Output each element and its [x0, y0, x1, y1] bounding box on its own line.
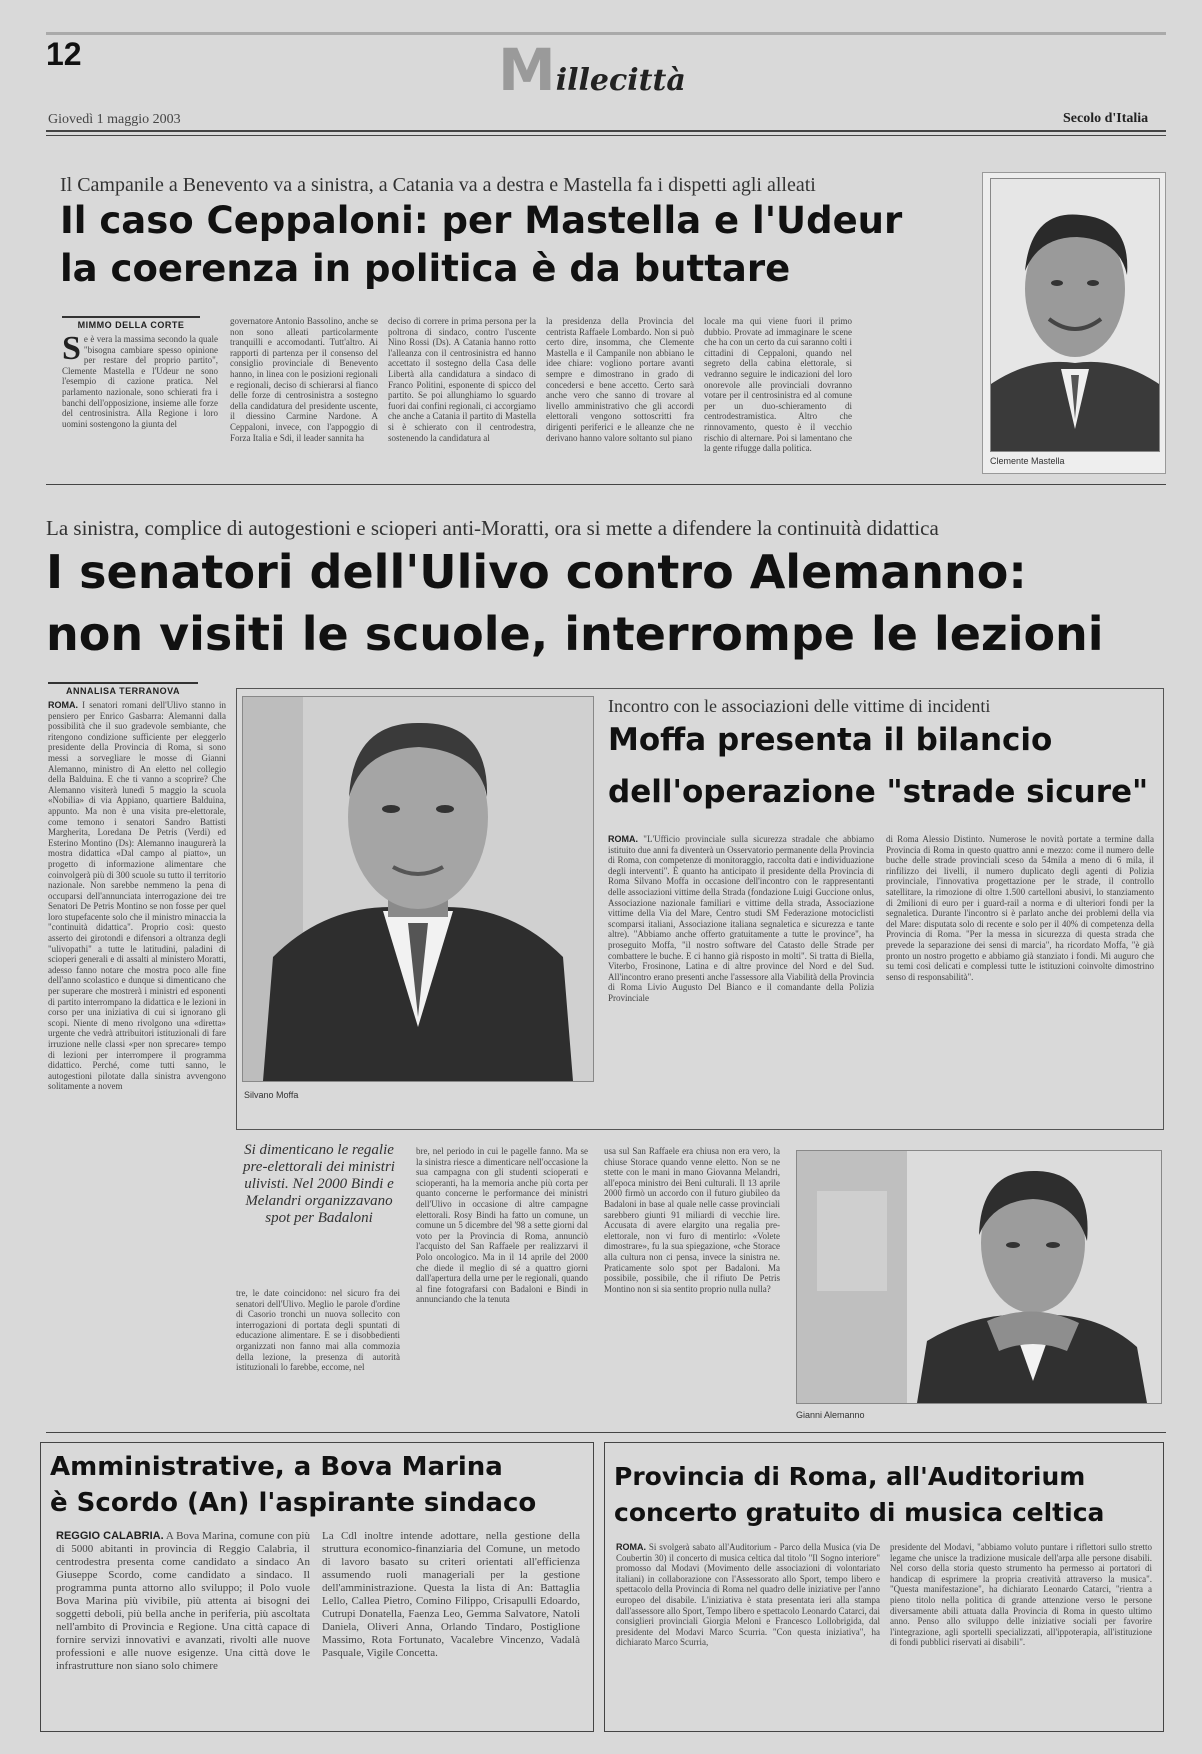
article3-lead: REGGIO CALABRIA.: [56, 1530, 164, 1542]
article2-byline: ANNALISA TERRANOVA: [48, 682, 198, 696]
article2-mid-col-c: usa sul San Raffaele era chiusa non era vero, la chiuse Storace quando venne eletto. Non se ne stette con le mani in mano Giovanna Melandri, all'epoca ministro dei Beni culturali. Il 13 aprile 2000 firmò un accordo con il futuro giubileo da Badaloni in base al quale nelle casse provinciali sarebbero giunti 91 miliardi di vecchie lire. Accusata di avere elargito una regalia pre-elettorale, non vi furo di mentirlo: «Volete dimostrare», fu la sua spiegazione, «che Storace alla cultura non ci pensa, invece la sinistra ne. Praticamente solo spot per Badaloni. Ma possibile, possibile, che il rifiuto De Petris Montino non si sia sentito proprio nulla nulla?: [604, 1146, 780, 1294]
article1-bottom-rule: [46, 484, 1166, 485]
article1-headline-1: Il caso Ceppaloni: per Mastella e l'Udeur: [60, 199, 903, 242]
masthead-rule: [46, 130, 1166, 132]
article2-mid-col-a: tre, le date coincidono: nel sicuro fra dei senatori dell'Ulivo. Meglio le parole d'ordine di Casorio tronchi un nuova sollecito con interrogazioni di portata degli spuntati di educazione alimentare. E se i disobbedienti organizzati non fanno mai alla commozia della lezione, la presenza di autorità istituzionali lo farebbe, eccome, nel: [236, 1288, 400, 1373]
article1-col1: [62, 334, 218, 474]
moffa-kicker: Incontro con le associazioni delle vittime di incidenti: [608, 696, 991, 716]
article2-col1: [48, 700, 226, 1414]
masthead-rule-top: [46, 32, 1166, 35]
article1-col2: governatore Antonio Bassolino, anche se non sono alleati particolarmente tranquilli e accomodanti. Tutt'altro. Ai rapporti di partenza per il consenso del consiglio provinciale di Benevento hanno, in linea con le posizioni regionali e regionali, deciso di schierarsi al fianco delle forze di centrosinistra a sostegno della candidatura del presidente uscente, il diessino Carmine Nardone. A Ceppaloni, invece, con l'appoggio di Forza Italia e Sdi, il leader sannita ha: [230, 316, 378, 443]
newspaper-name: Secolo d'Italia: [1063, 111, 1149, 126]
section-name: illecittà: [555, 63, 686, 98]
moffa-headline-1: Moffa presenta il bilancio: [608, 722, 1053, 758]
article3-col2: La Cdl inoltre intende adottare, nella gestione della struttura economico-finanziaria del Comune, un metodo di lavoro basato su criteri orientati all'efficienza assumendo ruoli manageriali per la gestione dell'amministrazione. Questa la lista di An: Battaglia Lello, Callea Pietro, Comino Filippo, Crisapulli Edoardo, Cutrupi Donatella, Faenza Leo, Gemma Salvatore, Natoli Daniela, Oliveri Anna, Orlando Tindaro, Postiglione Massimo, Rota Fortunato, Vacalebre Vincenzo, Vadalà Pasquale, Vigile Concetta.: [322, 1530, 580, 1659]
moffa-portrait-icon: [243, 697, 593, 1081]
mastella-photo: [990, 178, 1160, 452]
issue-date: Giovedì 1 maggio 2003: [48, 112, 181, 127]
moffa-photo: [242, 696, 594, 1082]
alemanno-photo: [796, 1150, 1162, 1404]
article4-headline-2: concerto gratuito di musica celtica: [614, 1498, 1105, 1527]
article2-kicker: La sinistra, complice di autogestioni e scioperi anti-Moratti, ora si mette a difendere la continuità didattica: [46, 516, 939, 540]
page-number: 12: [46, 36, 82, 72]
article4-headline-1: Provincia di Roma, all'Auditorium: [614, 1462, 1086, 1491]
article1-dropcap: S: [62, 334, 81, 367]
article1-col5: locale ma qui viene fuori il primo dubbio. Provate ad immaginare le scene che ha con un certo da cui saranno colti i cittadini di Ceppaloni, quando nel segreto della cabina elettorale, si vedranno seguire le indicazioni del loro onorevole alle provinciali dovranno votare per il centrosinistra ed al comune per un duo-schieramento di centrodestramistica. Altro che rinnovamento, questo è il vecchio rischio di alternare. Poi si lamentano che la gente rifugge dalla politica.: [704, 316, 852, 454]
article1-col4: la presidenza della Provincia del centrista Raffaele Lombardo. Non si può certo dire, insomma, che Clemente Mastella e il Campanile non abbiano le idee chiare: vogliono portare avanti sempre e dimostrano in grado di concedersi e bene accetto. Certo sarà anche vero che sanno di trovare al livello amministrativo che gli accordi elettorali vengono sottoscritti fra dirigenti periferici e le alleanze che ne derivano hanno valore soltanto sul piano: [546, 316, 694, 443]
alemanno-caption: Gianni Alemanno: [796, 1410, 865, 1420]
alemanno-portrait-icon: [797, 1151, 1161, 1403]
article2-col1-lead: ROMA.: [48, 700, 78, 710]
article1-kicker: Il Campanile a Benevento va a sinistra, a Catania va a destra e Mastella fa i dispetti agli alleati: [60, 174, 816, 196]
article1-byline: MIMMO DELLA CORTE: [62, 316, 200, 330]
moffa-headline-2: dell'operazione "strade sicure": [608, 774, 1149, 810]
article1-col1-text: e è vera la massima secondo la quale "bisogna cambiare spesso opinione per restare del proprio partito", Clemente Mastella e l'Udeur ne sono l'esempio di cazione pratica. Nel parlamento nazionale, sono schierati fra i banchi dell'opposizione, insieme alle forze del centrosinistra. Alla Regione i loro uomini sostengono la giunta del: [62, 334, 218, 429]
article2-quote: Si dimenticano le regalie pre-elettorali dei ministri ulivisti. Nel 2000 Bindi e Melandri organizzavano spot per Badaloni: [243, 1142, 395, 1226]
article2-headline-1: I senatori dell'Ulivo contro Alemanno:: [46, 545, 1027, 599]
article3-headline-2: è Scordo (An) l'aspirante sindaco: [50, 1488, 537, 1518]
article3-col1: [56, 1530, 310, 1722]
masthead-rule-thin: [46, 135, 1166, 136]
logo-letter: M: [498, 36, 556, 104]
article2-headline-2: non visiti le scuole, interrompe le lezioni: [46, 607, 1104, 661]
mastella-caption: Clemente Mastella: [990, 456, 1065, 466]
article1-headline-2: la coerenza in politica è da buttare: [60, 247, 791, 290]
article3-headline-1: Amministrative, a Bova Marina: [50, 1452, 503, 1482]
moffa-caption: Silvano Moffa: [244, 1090, 299, 1100]
article4-col1-text: Si svolgerà sabato all'Auditorium - Parco della Musica (via De Coubertin 30) il concerto di musica celtica dal titolo "Il Sogno interiore" promosso dal Modavi (Movimento delle associazioni di volontariato italiani) in collaborazione con l'Assessorato allo Sport, tempo libero e spettacolo della Provincia di Roma nel quadro delle iniziative per l'anno europeo del disabile. L'iniziativa è stata presentata ieri alla stampa dall'assessore allo Sport, Tempo libero e spettacolo Leonardo Catarci, dai consiglieri provinciali Giorgia Meloni e Francesco Lollobrigida, dal presidente del Modavi Marco Scurria. "Con questa iniziativa", ha dichiarato Marco Scurria,: [616, 1542, 880, 1648]
article1-col3: deciso di correre in prima persona per la poltrona di sindaco, contro l'uscente Nino Rossi (Ds). A Catania hanno rotto l'alleanza con il centrosinistra ed hanno accettato il sostegno della Casa delle Libertà alla candidatura a sindaco di Franco Politini, esponente di spicco del partito. Se poi allunghiamo lo sguardo fuori dai confini regionali, ci accorgiamo che anche a Catania il partito di Mastella si è schierato con il centrodestra, sostenendo la candidatura al: [388, 316, 536, 443]
article4-col1: [616, 1542, 880, 1722]
moffa-col2: di Roma Alessio Distinto. Numerose le novità portate a termine dalla Provincia di Roma in questo quattro anni e mezzo: come il numero delle buche delle strade provinciali sceso da 54mila a meno di 6 mila, il rinfilizzo dei livelli, il numero duplicato degli agenti di Polizia provinciale, l'innovativa progettazione per le strade, il controllo satellitare, la rimozione di oltre 1.500 cartelloni abusivi, lo stanziamento di 2milioni di euro per i guard-rail a norma e di ulteriori fondi per la segnaletica. Durante l'incontro si è parlato anche dei problemi della via del Mare: disputata solo di recente e solo per il 40% di competenza della Provincia di Roma. "Per la messa in sicurezza di questa strada che prevede la separazione dei sensi di marcia", ha ricordato Moffa, "è già pronto un nostro progetto e abbiamo già stanziato i fondi. Mi auguro che su temi così delicati e complessi tutte le istituzioni coinvolte dimostrino senso di responsabilità".: [886, 834, 1154, 982]
article2-mid-col-b: bre, nel periodo in cui le pagelle fanno. Ma se la sinistra riesce a dimenticare nell'occasione la sua campagna con gli studenti scioperati e scioperanti, ha la memoria anche più corta per quanto concerne le performance dei ministri dell'Ulivo in occasione di altre campagne elettorali. Rosy Bindi ha fatto un comune, un comune un 5 dicembre del '98 a sette giorni dal voto per la Provincia di Roma, annunciò l'acquisto del San Raffaele per realizzarvi il Polo oncologico. Ma in il 14 aprile del 2000 che diede il meglio di sé a quattro giorni dall'apertura della urne per le regionali, quando al fine fotografarsi con Badaloni e Bindi in annunciando che la tenuta: [416, 1146, 588, 1305]
moffa-col1: [608, 834, 874, 1118]
article2-col1-text: I senatori romani dell'Ulivo stanno in pensiero per Enrico Gasbarra: Alemanni dalla possibilità che il suo gradevole sembiante, che ritengono condizione sufficiente per eleggerlo presidente della Provincia di Roma, si sono messi a sorvegliare le mosse di Gianni Alemanno, ministro di An eletto nel collegio della Balduina. E che ti vanno a scoprire? Che Alemanno visiterà lunedì 5 maggio la scuola «Nobilia» di via Appiano, quartiere Balduina, appunto. Ma non è una visita pre-elettorale, come temono i senatori Sandro Battisti Margherita, Loredana De Petris (Verdi) ed Esterino Montino (Ds): Alemanno inaugurerà la mostra didattica «Dal campo al piatto», un progetto di informazione alimentare che coinvolgerà più di 300 scuole su tutto il territorio nazionale. Non sarebbe nemmeno la pena di occuparsi dell'annunciata interrogazione dei tre Senatori De Petris Montino se non fosse per quel loro stupefacente solo che il ministro minaccia la "continuità didattica". Proprio così: questo asserto dei girotondi e difensori a oltranza degli "ulivopathi" a tutte le latitudini, paladini di scioperi generali e di assalti al ministero Moratti, adesso fanno notare che mostra poco alle fine dell'anno scolastico e dunque si dimenticano che per superare che mostrerà i ministri ed esponenti di partito interrompano la didattica e le lezioni in corso per una iniziativa di cui si ignorano gli scopi. Niente di meno rivolgono una «diretta» urgente che vedrà attribuitori istituzionali di fare irruzione nelle classi «per non sprecare» tempo di lezioni per interrompere il programma didattico. Perché, come tutti sanno, le autogestioni pilotate dalla sinistra avvengono solitamente a novem: [48, 700, 226, 1092]
moffa-col1-text: "L'Ufficio provinciale sulla sicurezza stradale che abbiamo istituito due anni fa diventerà un Osservatorio permanente della Provincia di Roma, con competenze di monitoraggio, raccolta dati e individuazione degli interventi". È quanto ha anticipato il presidente della Provincia di Roma Silvano Moffa in occasione dell'incontro con le rappresentanti delle associazioni vittime della Strada (fondazione Luigi Guccione onlus, Associazione nazionale familiari e vittime della strada, Associazione vittime della Via del Mare, Centro studi SM Federazione motociclisti scomparsi italiani, Associazione italiana segnaletica e sicurezza e tante altre). "Abbiamo anche offerto gratuitamente a tutte le province", ha proseguito Moffa, "il nostro software del Catasto delle Strade per combattere le buche. E ci hanno già risposto in molti". Si tratta di Biella, Viterbo, Frosinone, Latina e di altre province del Nord e del Sud. All'incontro erano presenti anche l'assessore alla Viabilità della Provincia di Roma Livio Augusto Del Bianco e il comandante della Polizia Provinciale: [608, 834, 874, 1003]
article4-lead: ROMA.: [616, 1542, 646, 1552]
mastella-portrait-icon: [991, 179, 1159, 451]
moffa-col1-lead: ROMA.: [608, 834, 638, 844]
article4-col2: presidente del Modavi, "abbiamo voluto puntare i riflettori sullo stretto legame che unisce la tradizione musicale dell'arpa alle persone disabili. Nel corso della storia questo strumento ha permesso ai portatori di handicap di esprimere la propria creatività attraverso la musica". "Questa manifestazione", ha dichiarato Leonardo Catarci, "rientra a pieno titolo nella politica di grande attenzione verso le persone diversamente abili attuata dalla Provincia di Roma in questo ultimo anno. Penso allo sviluppo delle iniziative sociali per favorire l'integrazione, agli sportelli specializzati, all'ippoterapia, all'istituzione di fondi pubblici riservati ai disabili".: [890, 1542, 1152, 1648]
article3-col1-text: A Bova Marina, comune con più di 5000 abitanti in provincia di Reggio Calabria, il centrodestra presenta come candidato a sindaco An Giuseppe Scordo, come candidato a sindaco. Il programma punta attorno allo sviluppo; il Polo vuole Bova Marina più vivibile, più attenta ai bisogni dei soggetti deboli, più bella anche in periferia, più ascoltata nell'ambito di Provincia e Regione. Una città capace di fornire servizi innovativi e avanzati, rivolti alle nuove professioni e alle nuove esigenze. Una città dove le infrastrutture non siano solo chimere: [56, 1530, 310, 1672]
article2-bottom-rule: [46, 1432, 1166, 1433]
section-logo: [498, 36, 686, 104]
